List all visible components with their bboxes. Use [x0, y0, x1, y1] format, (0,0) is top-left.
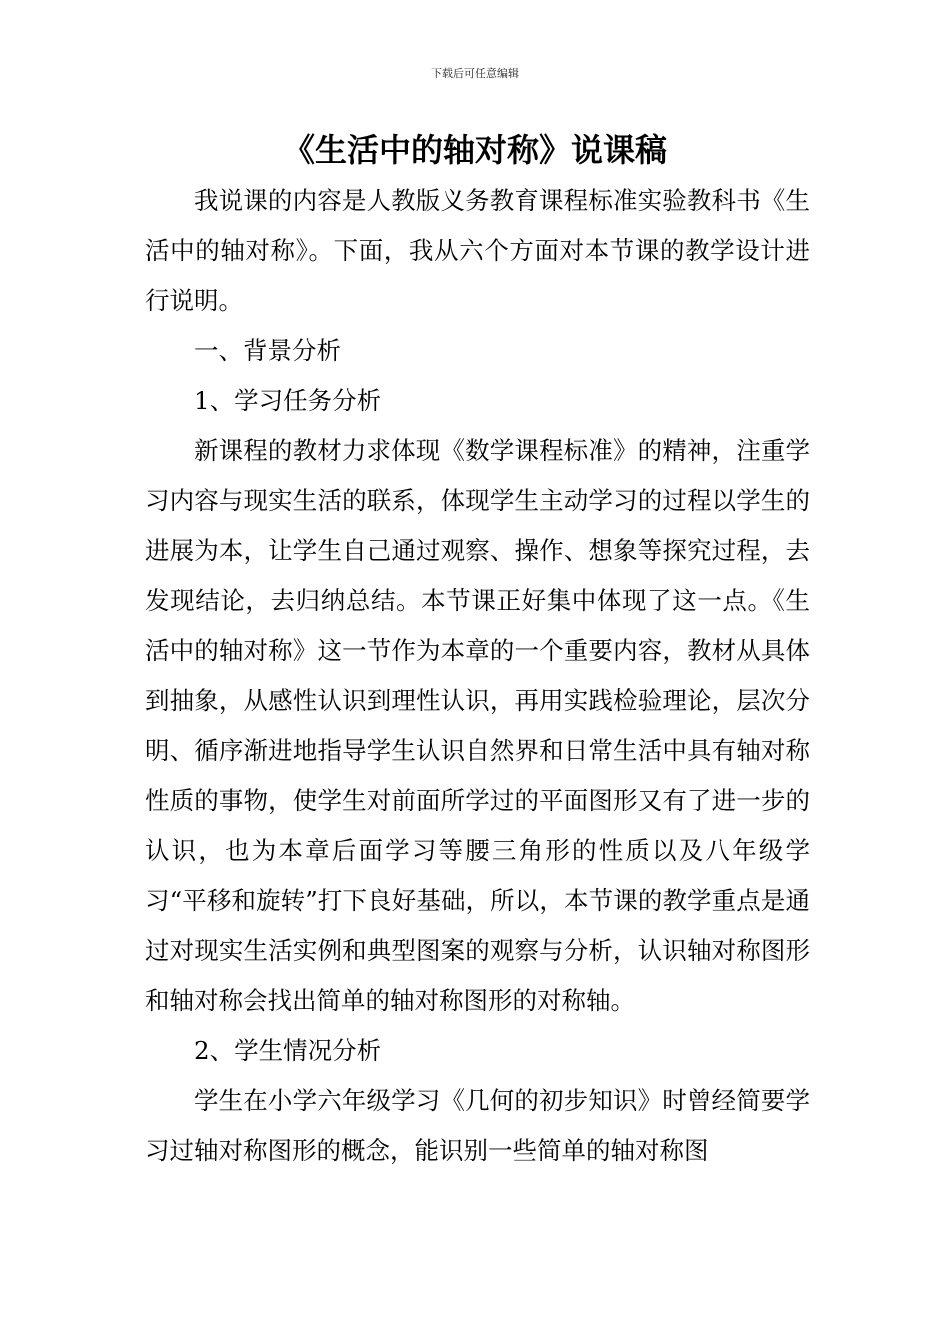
- section-heading-background: 一、背景分析: [194, 336, 341, 365]
- task-analysis-paragraph: 新课程的教材力求体现《数学课程标准》的精神，注重学习内容与现实生活的联系，体现学生主动学习的过程以学生的进展为本，让学生自己通过观察、操作、想象等探究过程，去发现结论，去归纳总结。本节课正好集中体现了这一点。《生活中的轴对称》这一节作为本章的一个重要内容，教材从具体到抽象，从感性认识到理性认识，再用实践检验理论，层次分明、循序渐进地指导学生认识自然界和日常生活中具有轴对称性质的事物，使学生对前面所学过的平面图形又有了进一步的认识，也为本章后面学习等腰三角形的性质以及八年级学习“平移和旋转”打下良好基础，所以，本节课的教学重点是通过对现实生活实例和典型图案的观察与分析，认识轴对称图形和轴对称会找出简单的轴对称图形的对称轴。: [145, 436, 810, 1015]
- subsection-heading-student-analysis: 2、学生情况分析: [194, 1036, 382, 1065]
- page-header-note: 下载后可任意编辑: [431, 67, 519, 80]
- subsection-heading-task-analysis: 1、学习任务分析: [194, 386, 382, 415]
- student-analysis-paragraph: 学生在小学六年级学习《几何的初步知识》时曾经简要学习过轴对称图形的概念，能识别一些简单的轴对称图: [145, 1086, 810, 1165]
- intro-paragraph: 我说课的内容是人教版义务教育课程标准实验教科书《生活中的轴对称》。下面，我从六个方面对本节课的教学设计进行说明。: [145, 186, 810, 315]
- document-body: [145, 176, 810, 1176]
- page-title: 《生活中的轴对称》说课稿: [282, 131, 667, 169]
